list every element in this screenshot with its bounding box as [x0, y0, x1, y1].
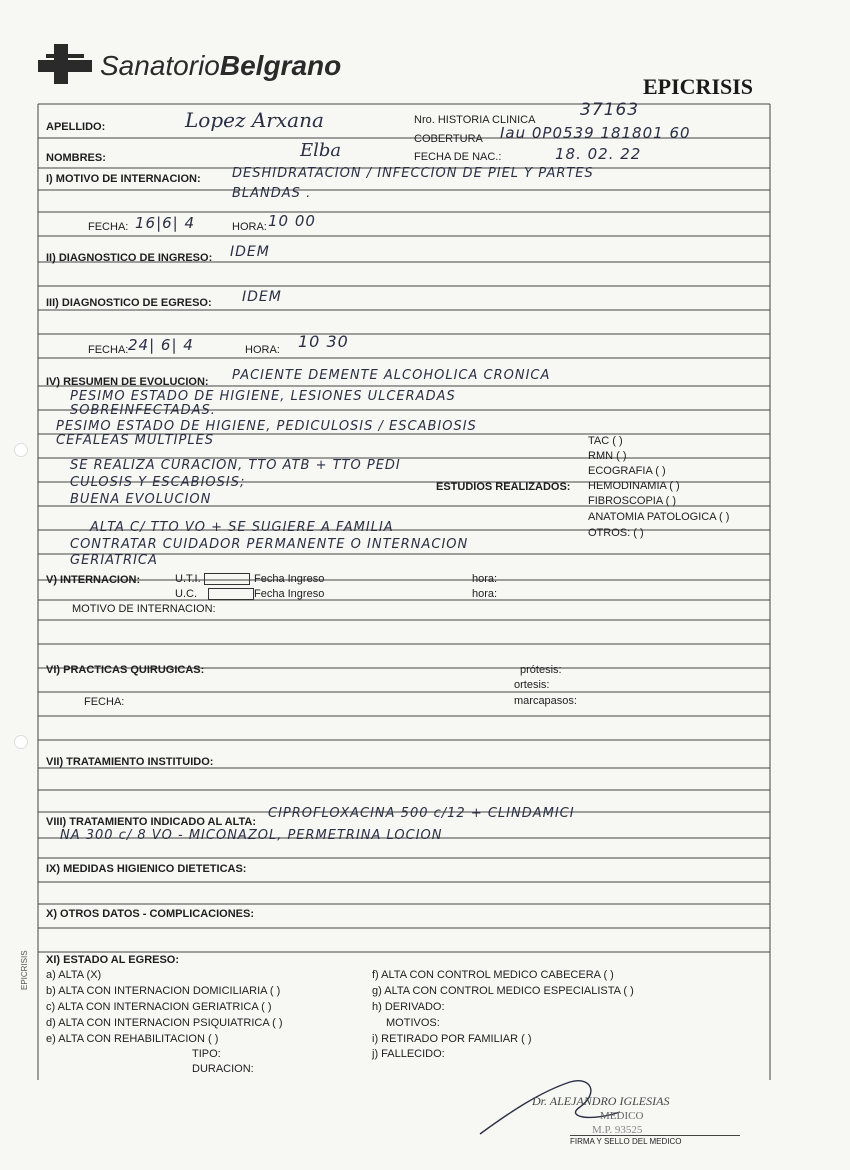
motivo-hora-label: HORA:: [232, 221, 267, 233]
historia-label: Nro. HISTORIA CLINICA: [414, 114, 536, 126]
nombres-label: NOMBRES:: [46, 152, 106, 164]
estudio-item: FIBROSCOPIA ( ): [588, 495, 677, 507]
estado-option: a) ALTA (X): [46, 969, 102, 981]
resumen-line: ALTA C/ TTO VO + SE SUGIERE A FAMILIA: [90, 520, 394, 535]
diag-egreso-value: IDEM: [242, 289, 282, 305]
estado-option: e) ALTA CON REHABILITACION ( ): [46, 1033, 219, 1045]
cobertura-value: Iau 0P0539 181801 60: [500, 124, 691, 142]
estado-option: TIPO:: [192, 1048, 221, 1060]
medidas-label: IX) MEDIDAS HIGIENICO DIETETICAS:: [46, 863, 247, 875]
estado-option: j) FALLECIDO:: [372, 1048, 445, 1060]
resumen-line: PESIMO ESTADO DE HIGIENE, PEDICULOSIS / ESCABIOSIS: [56, 419, 477, 434]
uc-label: U.C.: [175, 588, 254, 600]
uti-box[interactable]: [204, 573, 250, 585]
resumen-label: IV) RESUMEN DE EVOLUCION:: [46, 376, 209, 388]
uc-box[interactable]: [208, 588, 254, 600]
motivo-label: I) MOTIVO DE INTERNACION:: [46, 173, 201, 185]
motivo-fecha-label: FECHA:: [88, 221, 129, 233]
apellido-value: Lopez Arxana: [185, 108, 324, 132]
tratamiento-alta-label: VIII) TRATAMIENTO INDICADO AL ALTA:: [46, 816, 256, 828]
internacion-motivo-label: MOTIVO DE INTERNACION:: [72, 603, 216, 615]
tratamiento-alta-line2: NA 300 c/ 8 VO - MICONAZOL, PERMETRINA LOCION: [60, 828, 443, 843]
firma-label: FIRMA Y SELLO DEL MEDICO: [570, 1135, 740, 1146]
uti-label: U.T.I.: [175, 573, 250, 585]
resumen-line: CEFALEAS MULTIPLES: [56, 433, 215, 448]
practicas-label: VI) PRACTICAS QUIRUGICAS:: [46, 664, 205, 676]
motivo-fecha-value: 16|6| 4: [135, 214, 196, 232]
practicas-fecha-label: FECHA:: [84, 696, 125, 708]
doctor-medico: MEDICO: [600, 1110, 644, 1122]
estudio-item: ECOGRAFIA ( ): [588, 465, 666, 477]
resumen-line: CULOSIS Y ESCABIOSIS;: [70, 475, 246, 490]
egreso-fecha-value: 24| 6| 4: [128, 336, 194, 354]
doctor-stamp: Dr. ALEJANDRO IGLESIAS: [532, 1094, 670, 1108]
estudio-item: ANATOMIA PATOLOGICA ( ): [588, 511, 730, 523]
resumen-line: SOBREINFECTADAS.: [70, 403, 216, 418]
resumen-line: PACIENTE DEMENTE ALCOHOLICA CRONICA: [232, 368, 551, 383]
internacion-label: V) INTERNACION:: [46, 574, 141, 586]
page-title: EPICRISIS: [643, 74, 754, 99]
historia-value: 37163: [580, 100, 640, 120]
estudio-item: RMN ( ): [588, 450, 627, 462]
uc-fecha-ingreso: Fecha Ingreso: [254, 588, 325, 600]
nombres-value: Elba: [300, 140, 342, 161]
resumen-line: GERIATRICA: [70, 553, 158, 568]
diag-ingreso-value: IDEM: [230, 244, 270, 260]
diag-ingreso-label: II) DIAGNOSTICO DE INGRESO:: [46, 252, 213, 264]
resumen-line: CONTRATAR CUIDADOR PERMANENTE O INTERNACION: [70, 537, 469, 552]
estudio-item: HEMODINAMIA ( ): [588, 480, 680, 492]
motivo-hora-value: 10 00: [268, 212, 316, 230]
logo-text: SanatorioBelgrano: [100, 50, 342, 81]
otros-label: X) OTROS DATOS - COMPLICACIONES:: [46, 908, 254, 920]
marcapasos-label: marcapasos:: [514, 695, 577, 707]
motivo-line1: DESHIDRATACION / INFECCION DE PIEL Y PARTES: [232, 166, 594, 181]
estado-option: MOTIVOS:: [386, 1017, 440, 1029]
estado-option: f) ALTA CON CONTROL MEDICO CABECERA ( ): [372, 969, 614, 981]
fecha-nac-label: FECHA DE NAC.:: [414, 151, 502, 163]
tratamiento-alta-line1: CIPROFLOXACINA 500 c/12 + CLINDAMICI: [268, 806, 575, 821]
estado-option: d) ALTA CON INTERNACION PSIQUIATRICA ( ): [46, 1017, 283, 1029]
estado-option: c) ALTA CON INTERNACION GERIATRICA ( ): [46, 1001, 272, 1013]
estado-label: XI) ESTADO AL EGRESO:: [46, 954, 180, 966]
estudios-label: ESTUDIOS REALIZADOS:: [436, 481, 571, 493]
protesis-label: prótesis:: [520, 664, 562, 676]
ortesis-label: ortesis:: [514, 679, 550, 691]
estado-option: h) DERIVADO:: [372, 1001, 445, 1013]
fecha-nac-value: 18. 02. 22: [555, 145, 642, 163]
apellido-label: APELLIDO:: [46, 121, 106, 133]
uc-hora: hora:: [472, 588, 498, 600]
estado-option: b) ALTA CON INTERNACION DOMICILIARIA ( ): [46, 985, 281, 997]
estado-option: i) RETIRADO POR FAMILIAR ( ): [372, 1033, 532, 1045]
estudio-item: OTROS: ( ): [588, 527, 644, 539]
side-text: EPICRISIS: [20, 950, 29, 990]
doctor-mp: M.P. 93525: [592, 1124, 643, 1136]
estado-option: DURACION:: [192, 1063, 254, 1075]
tratamiento-label: VII) TRATAMIENTO INSTITUIDO:: [46, 756, 214, 768]
estudio-item: TAC ( ): [588, 435, 623, 447]
egreso-hora-value: 10 30: [298, 332, 349, 351]
uti-hora: hora:: [472, 573, 498, 585]
cobertura-label: COBERTURA: [414, 133, 483, 145]
resumen-line: PESIMO ESTADO DE HIGIENE, LESIONES ULCERADAS: [70, 389, 456, 404]
resumen-line: SE REALIZA CURACION, TTO ATB + TTO PEDI: [70, 458, 401, 473]
uti-fecha-ingreso: Fecha Ingreso: [254, 573, 325, 585]
estado-option: g) ALTA CON CONTROL MEDICO ESPECIALISTA ( ): [372, 985, 634, 997]
egreso-hora-label: HORA:: [245, 344, 280, 356]
diag-egreso-label: III) DIAGNOSTICO DE EGRESO:: [46, 297, 212, 309]
motivo-line2: BLANDAS .: [232, 186, 312, 201]
resumen-line: BUENA EVOLUCION: [70, 492, 212, 507]
egreso-fecha-label: FECHA:: [88, 344, 129, 356]
